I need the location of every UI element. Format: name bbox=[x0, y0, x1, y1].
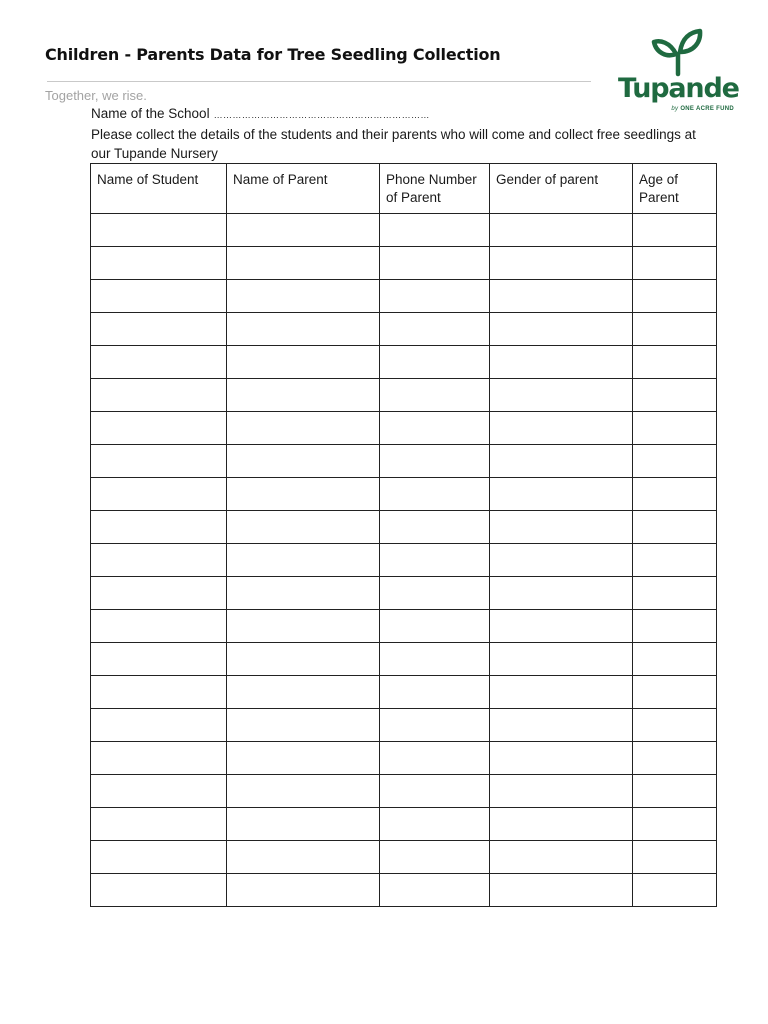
logo-subtitle bbox=[671, 106, 734, 112]
table-cell[interactable] bbox=[91, 544, 227, 577]
table-row bbox=[91, 412, 717, 445]
table-cell[interactable] bbox=[227, 610, 380, 643]
table-cell[interactable] bbox=[633, 247, 717, 280]
table-cell[interactable] bbox=[633, 379, 717, 412]
table-row bbox=[91, 643, 717, 676]
table-cell[interactable] bbox=[490, 775, 633, 808]
table-row bbox=[91, 478, 717, 511]
table-cell[interactable] bbox=[490, 577, 633, 610]
table-row bbox=[91, 511, 717, 544]
table-row bbox=[91, 313, 717, 346]
table-cell[interactable] bbox=[633, 511, 717, 544]
table-cell[interactable] bbox=[490, 247, 633, 280]
table-cell[interactable] bbox=[380, 742, 490, 775]
table-cell[interactable] bbox=[227, 346, 380, 379]
table-cell[interactable] bbox=[633, 775, 717, 808]
table-row bbox=[91, 808, 717, 841]
table-cell[interactable] bbox=[91, 247, 227, 280]
table-cell[interactable] bbox=[227, 478, 380, 511]
table-cell[interactable] bbox=[91, 709, 227, 742]
table-cell[interactable] bbox=[633, 544, 717, 577]
table-cell[interactable] bbox=[490, 874, 633, 907]
table-cell[interactable] bbox=[91, 841, 227, 874]
table-cell[interactable] bbox=[227, 313, 380, 346]
table-cell[interactable] bbox=[633, 808, 717, 841]
table-cell[interactable] bbox=[380, 841, 490, 874]
table-cell[interactable] bbox=[490, 313, 633, 346]
table-cell[interactable] bbox=[227, 742, 380, 775]
table-cell[interactable] bbox=[91, 280, 227, 313]
table-row bbox=[91, 379, 717, 412]
table-cell[interactable] bbox=[91, 214, 227, 247]
table-cell[interactable] bbox=[380, 247, 490, 280]
table-row bbox=[91, 280, 717, 313]
table-cell[interactable] bbox=[227, 643, 380, 676]
table-cell[interactable] bbox=[227, 577, 380, 610]
table-cell[interactable] bbox=[227, 214, 380, 247]
table-row bbox=[91, 544, 717, 577]
table-body bbox=[91, 214, 717, 907]
instructions: Please collect the details of the students and their parents who will come and collect free seedlings at our Tupande Nursery bbox=[91, 127, 696, 161]
table-cell[interactable] bbox=[490, 346, 633, 379]
table-cell[interactable] bbox=[490, 445, 633, 478]
table-cell[interactable] bbox=[227, 412, 380, 445]
table-cell[interactable] bbox=[380, 412, 490, 445]
table-cell[interactable] bbox=[380, 808, 490, 841]
school-name-label: Name of the School bbox=[91, 106, 210, 121]
table-cell[interactable] bbox=[380, 775, 490, 808]
table-cell[interactable] bbox=[633, 643, 717, 676]
table-cell[interactable] bbox=[380, 511, 490, 544]
school-name-field[interactable] bbox=[91, 106, 430, 121]
table-cell[interactable] bbox=[91, 742, 227, 775]
table-row bbox=[91, 841, 717, 874]
table-cell[interactable] bbox=[490, 544, 633, 577]
table-header-row bbox=[91, 164, 717, 214]
table-cell[interactable] bbox=[490, 379, 633, 412]
table-cell[interactable] bbox=[91, 577, 227, 610]
school-name-blank[interactable]: …………………………………………………………… bbox=[213, 110, 430, 120]
table-cell[interactable] bbox=[91, 775, 227, 808]
table-row bbox=[91, 577, 717, 610]
table-cell[interactable] bbox=[490, 841, 633, 874]
table-row bbox=[91, 445, 717, 478]
table-cell[interactable] bbox=[633, 445, 717, 478]
table-cell[interactable] bbox=[227, 676, 380, 709]
table-cell[interactable] bbox=[91, 445, 227, 478]
table-cell[interactable] bbox=[227, 709, 380, 742]
column-header: Gender of parent bbox=[490, 164, 633, 214]
table-cell[interactable] bbox=[490, 709, 633, 742]
table-cell[interactable] bbox=[91, 346, 227, 379]
table-cell[interactable] bbox=[490, 808, 633, 841]
table-row bbox=[91, 676, 717, 709]
table-cell[interactable] bbox=[633, 412, 717, 445]
table-cell[interactable] bbox=[633, 742, 717, 775]
table-cell[interactable] bbox=[633, 214, 717, 247]
table-cell[interactable] bbox=[91, 874, 227, 907]
table-cell[interactable] bbox=[227, 874, 380, 907]
table-row bbox=[91, 775, 717, 808]
table-cell[interactable] bbox=[227, 511, 380, 544]
table-cell[interactable] bbox=[633, 610, 717, 643]
table-cell[interactable] bbox=[91, 610, 227, 643]
table-cell[interactable] bbox=[91, 379, 227, 412]
table-cell[interactable] bbox=[633, 841, 717, 874]
title-divider bbox=[47, 81, 591, 82]
logo-wordmark: Tupande bbox=[618, 73, 739, 104]
table-cell[interactable] bbox=[490, 511, 633, 544]
table-cell[interactable] bbox=[91, 511, 227, 544]
table-cell[interactable] bbox=[380, 214, 490, 247]
table-cell[interactable] bbox=[227, 247, 380, 280]
table-row bbox=[91, 610, 717, 643]
tupande-logo bbox=[618, 28, 738, 118]
table-cell[interactable] bbox=[380, 544, 490, 577]
table-cell[interactable] bbox=[380, 676, 490, 709]
table-cell[interactable] bbox=[380, 313, 490, 346]
table-row bbox=[91, 346, 717, 379]
table-cell[interactable] bbox=[380, 478, 490, 511]
table-row bbox=[91, 874, 717, 907]
table-row bbox=[91, 709, 717, 742]
table-cell[interactable] bbox=[633, 577, 717, 610]
table-cell[interactable] bbox=[227, 445, 380, 478]
table-cell[interactable] bbox=[380, 577, 490, 610]
table-cell[interactable] bbox=[633, 313, 717, 346]
table-cell[interactable] bbox=[380, 874, 490, 907]
table-cell[interactable] bbox=[91, 676, 227, 709]
table-cell[interactable] bbox=[633, 676, 717, 709]
table-cell[interactable] bbox=[227, 808, 380, 841]
seedling-icon bbox=[618, 28, 738, 78]
table-cell[interactable] bbox=[633, 478, 717, 511]
table-cell[interactable] bbox=[490, 676, 633, 709]
table-cell[interactable] bbox=[227, 841, 380, 874]
table-cell[interactable] bbox=[490, 214, 633, 247]
table-cell[interactable] bbox=[380, 280, 490, 313]
table-cell[interactable] bbox=[91, 478, 227, 511]
table-cell[interactable] bbox=[227, 775, 380, 808]
table-cell[interactable] bbox=[380, 379, 490, 412]
table-cell[interactable] bbox=[91, 313, 227, 346]
table-cell[interactable] bbox=[380, 445, 490, 478]
column-header: Name of Parent bbox=[227, 164, 380, 214]
table-cell[interactable] bbox=[91, 808, 227, 841]
table-cell[interactable] bbox=[490, 742, 633, 775]
logo-sub-org: ONE ACRE FUND bbox=[680, 106, 734, 112]
table-cell[interactable] bbox=[633, 709, 717, 742]
column-header: Age of Parent bbox=[633, 164, 717, 214]
table-cell[interactable] bbox=[380, 709, 490, 742]
table-cell[interactable] bbox=[490, 280, 633, 313]
tagline: Together, we rise. bbox=[45, 88, 147, 103]
table-cell[interactable] bbox=[490, 478, 633, 511]
table-cell[interactable] bbox=[490, 412, 633, 445]
table-cell[interactable] bbox=[633, 346, 717, 379]
table-cell[interactable] bbox=[227, 379, 380, 412]
table-cell[interactable] bbox=[490, 643, 633, 676]
page-title: Children - Parents Data for Tree Seedling Collection bbox=[45, 45, 501, 64]
table-row bbox=[91, 247, 717, 280]
table-cell[interactable] bbox=[380, 643, 490, 676]
table-cell[interactable] bbox=[633, 280, 717, 313]
table-cell[interactable] bbox=[227, 544, 380, 577]
table-cell[interactable] bbox=[227, 280, 380, 313]
table-cell[interactable] bbox=[91, 412, 227, 445]
table-cell[interactable] bbox=[380, 346, 490, 379]
table-cell[interactable] bbox=[633, 874, 717, 907]
table-row bbox=[91, 214, 717, 247]
column-header: Phone Number of Parent bbox=[380, 164, 490, 214]
data-table bbox=[90, 163, 717, 907]
table-cell[interactable] bbox=[490, 610, 633, 643]
column-header: Name of Student bbox=[91, 164, 227, 214]
table-cell[interactable] bbox=[380, 610, 490, 643]
table-cell[interactable] bbox=[91, 643, 227, 676]
table-row bbox=[91, 742, 717, 775]
logo-sub-prefix: by bbox=[671, 106, 679, 112]
